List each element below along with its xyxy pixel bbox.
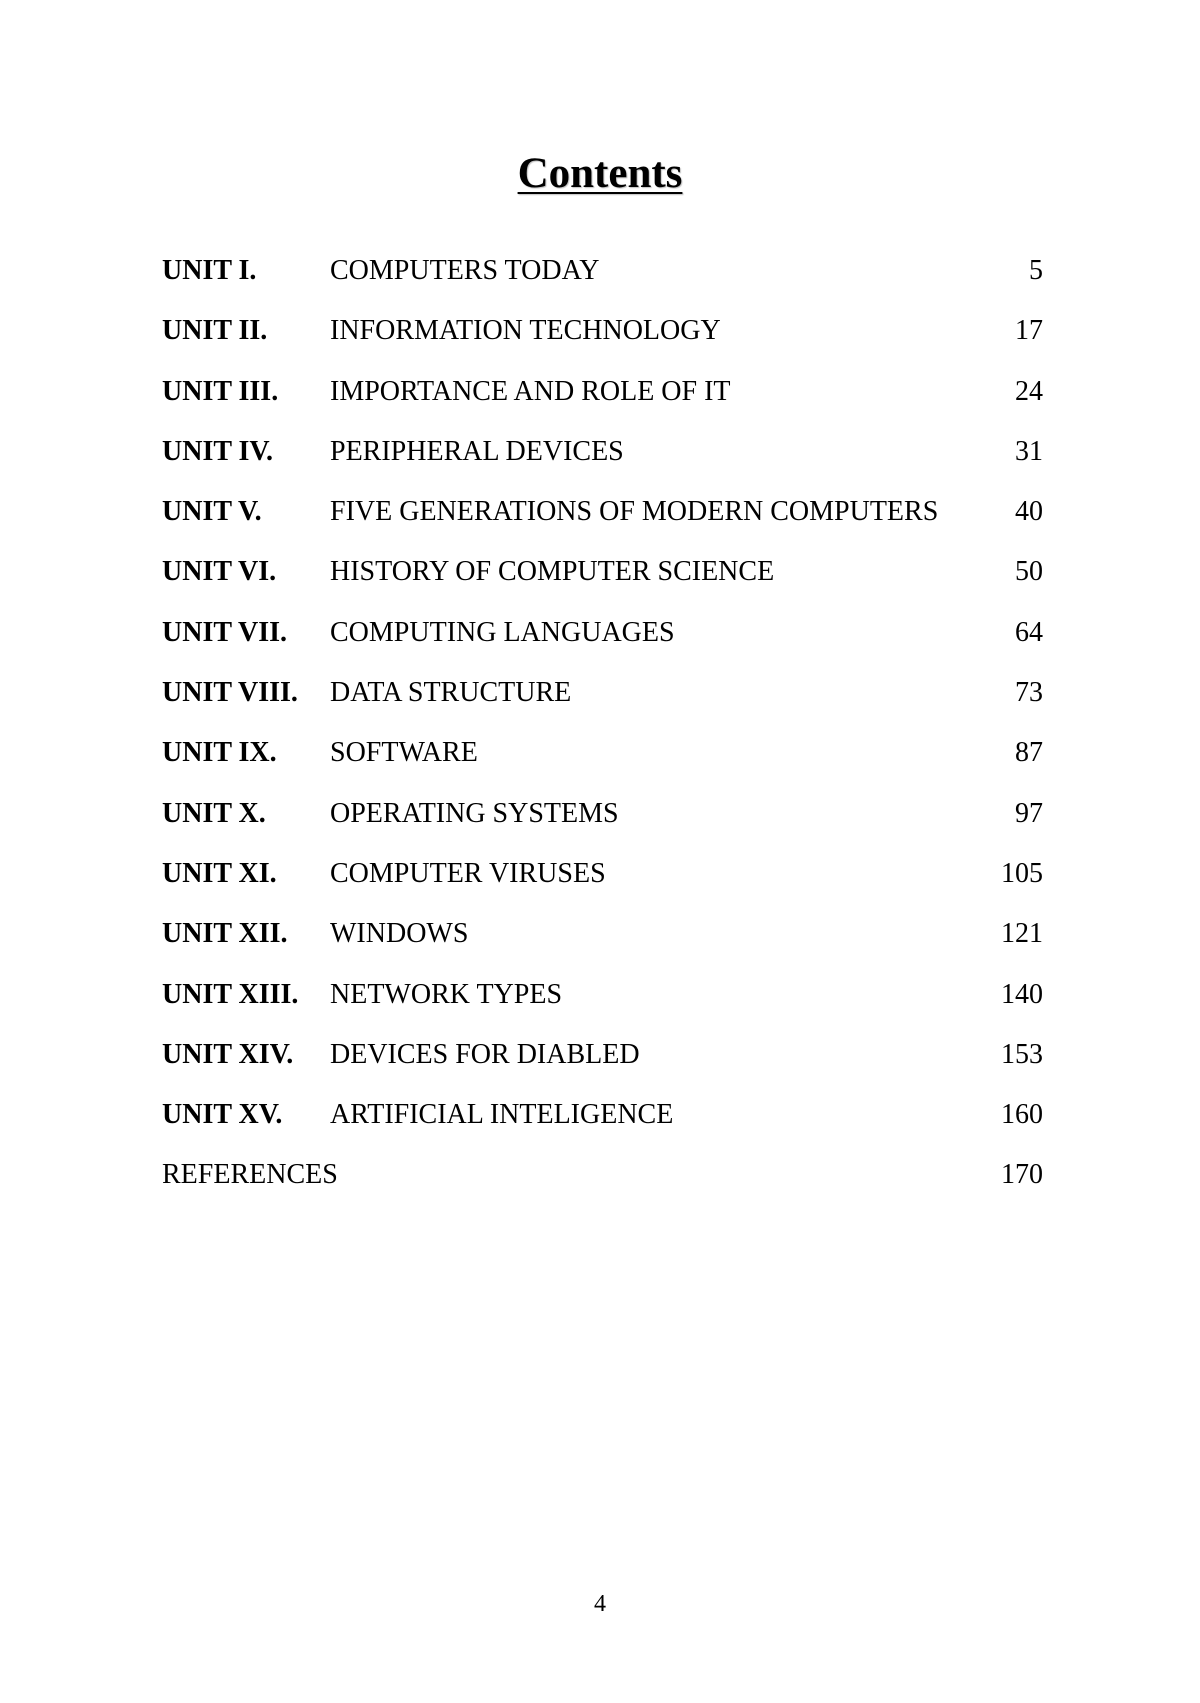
toc-entry-title: INFORMATION TECHNOLOGY <box>330 315 721 347</box>
toc-page-number: 5 <box>1029 255 1043 286</box>
toc-entry-title: NETWORK TYPES <box>330 978 563 1010</box>
toc-entry-unit-6[interactable] <box>162 558 1043 618</box>
toc-unit-label: UNIT V. <box>162 496 262 528</box>
toc-entry-title: FIVE GENERATIONS OF MODERN COMPUTERS <box>330 496 939 528</box>
toc-entry-unit-3[interactable] <box>162 375 1043 438</box>
toc-entry-title: COMPUTERS TODAY <box>330 255 600 286</box>
toc-page-number: 87 <box>1015 737 1043 769</box>
toc-entry-unit-13[interactable] <box>162 978 1043 1041</box>
toc-unit-label: UNIT IV. <box>162 435 274 467</box>
toc-entry-unit-8[interactable] <box>162 679 1043 739</box>
toc-entry-unit-7[interactable] <box>162 616 1043 679</box>
toc-page-number: 97 <box>1015 797 1043 829</box>
toc-unit-label: UNIT III. <box>162 375 279 407</box>
toc-unit-label: UNIT IX. <box>162 737 277 769</box>
toc-entry-title: PERIPHERAL DEVICES <box>330 435 624 467</box>
toc-entry-title: DEVICES FOR DIABLED <box>330 1038 640 1070</box>
toc-entry-unit-15[interactable] <box>162 1101 1043 1161</box>
toc-page-number: 73 <box>1015 677 1043 709</box>
toc-unit-label: UNIT II. <box>162 315 268 347</box>
toc-entry-unit-11[interactable] <box>162 857 1043 920</box>
toc-entry-unit-10[interactable] <box>162 797 1043 860</box>
toc-unit-label: UNIT XI. <box>162 857 277 889</box>
toc-entry-unit-5[interactable] <box>162 498 1043 558</box>
toc-unit-label: UNIT XV. <box>162 1099 283 1131</box>
page-number: 4 <box>594 1591 606 1617</box>
toc-page-number: 50 <box>1015 556 1043 588</box>
page-title: Contents <box>517 150 683 197</box>
toc-page-number: 170 <box>1001 1159 1043 1191</box>
toc-page-number: 160 <box>1001 1099 1043 1131</box>
toc-page-number: 31 <box>1015 435 1043 467</box>
toc-entry-title: SOFTWARE <box>330 737 478 769</box>
toc-page-number: 105 <box>1001 857 1043 889</box>
toc-unit-label: UNIT VII. <box>162 616 288 648</box>
toc-entry-title: COMPUTING LANGUAGES <box>330 616 675 648</box>
toc-unit-label: UNIT XIV. <box>162 1038 294 1070</box>
toc-entry-title: WINDOWS <box>330 918 469 950</box>
toc-page-number: 17 <box>1015 315 1043 347</box>
toc-entry-title: COMPUTER VIRUSES <box>330 857 606 889</box>
toc-page-number: 24 <box>1015 375 1043 407</box>
toc-entry-title: DATA STRUCTURE <box>330 677 572 709</box>
toc-entry-unit-1[interactable] <box>162 257 1043 317</box>
toc-page-number: 64 <box>1015 616 1043 648</box>
toc-entry-title: IMPORTANCE AND ROLE OF IT <box>330 375 731 407</box>
toc-unit-label: UNIT XII. <box>162 918 288 950</box>
toc-page-number: 140 <box>1001 978 1043 1010</box>
toc-entry-unit-4[interactable] <box>162 435 1043 498</box>
toc-entry-title: HISTORY OF COMPUTER SCIENCE <box>330 556 775 588</box>
toc-entry-title: ARTIFICIAL INTELIGENCE <box>330 1099 674 1131</box>
toc-entry-unit-14[interactable] <box>162 1038 1043 1101</box>
toc-entry-references[interactable] <box>162 1161 1043 1221</box>
toc-entry-unit-2[interactable] <box>162 317 1043 377</box>
toc-entry-unit-9[interactable] <box>162 739 1043 799</box>
toc-entry-title: OPERATING SYSTEMS <box>330 797 619 829</box>
toc-page-number: 153 <box>1001 1038 1043 1070</box>
toc-page-number: 121 <box>1001 918 1043 950</box>
toc-unit-label: UNIT VIII. <box>162 677 298 709</box>
toc-entry-unit-12[interactable] <box>162 920 1043 980</box>
toc-unit-label: UNIT XIII. <box>162 978 299 1010</box>
toc-entry-title: REFERENCES <box>162 1159 338 1191</box>
toc-unit-label: UNIT I. <box>162 255 257 286</box>
table-of-contents <box>162 257 1043 1222</box>
toc-page-number: 40 <box>1015 496 1043 528</box>
toc-unit-label: UNIT X. <box>162 797 266 829</box>
toc-unit-label: UNIT VI. <box>162 556 277 588</box>
